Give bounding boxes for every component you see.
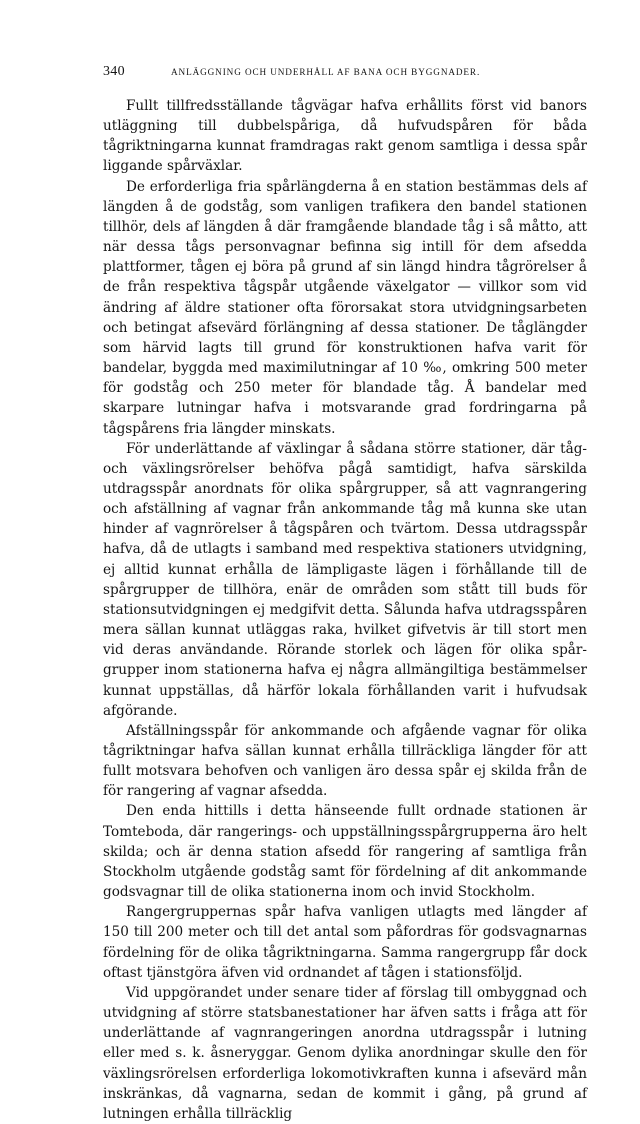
paragraph: Rangergruppernas spår hafva vanligen utlagts med längder af 150 till 200 meter och till det antal som påfordras för godsvagnarnas fördelning för de olika tågriktningarna. Samma rangergrupp får dock oftast tjänstgöra äfven vid ordnandet af tågen i stationsföljd. <box>103 904 587 981</box>
paragraph: Vid uppgörandet under senare tider af förslag till ombyggnad och utvidgning af större statsbanestationer har äfven satts i fråga att för underlättande af vagnrangeringen anordna utdragsspår i lutning eller med s. k. åsneryggar. Genom dylika anordningar skulle den för växlingsrörelsen erforderliga lokomotivkraften kunna i afsevärd mån inskränkas, då vagnarna, sedan de kommit i gång, på grund af lutningen erhålla tillräcklig <box>103 984 587 1122</box>
paragraph: Den enda hittills i detta hänseende fullt ordnade stationen är Tomteboda, där rangerings- och uppställningsspårgrupperna äro helt skilda; och är denna station afsedd för rangering af samtliga från Stockholm utgående godståg samt för fördelning af dit ankommande godsvagnar till de olika stationerna inom och invid Stockholm. <box>103 803 587 901</box>
paragraph: Fullt tillfredsställande tågvägar hafva erhållits först vid banors utläggning till dubbelspåriga, då hufvudspåren för båda tågriktningarna kunnat framdragas rakt genom samtliga i dessa spår liggande spårväxlar. <box>103 98 587 175</box>
running-head <box>103 64 587 84</box>
page-number: 340 <box>103 64 125 79</box>
body-text <box>103 96 587 1124</box>
paragraph: För underlättande af växlingar å sådana större stationer, där tåg- och växlingsrörelser behöfva pågå samtidigt, hafva särskilda utdragsspår anordnats för olika spårgrupper, så att vagnrangering och afställning af vagnar från ankommande tåg må kunna ske utan hinder af vagnrörelser å tågspåren och tvärtom. Dessa utdragsspår hafva, då de utlagts i samband med respektiva stationers utvidgning, ej alltid kunnat erhålla de lämpligaste lägen i förhållande till de spårgrupper de tillhöra, enär de områden som stått till buds för stationsutvidgningen ej medgifvit detta. Sålunda hafva utdragsspåren mera sällan kunnat utläggas raka, hvilket gifvetvis är till stort men vid deras användande. Rörande storlek och lägen för olika spårgrupper inom stationerna hafva ej några allmängiltiga bestämmelser kunnat uppställas, då härför lokala förhållanden varit i hufvudsak afgörande. <box>103 440 587 719</box>
running-title: ANLÄGGNING OCH UNDERHÅLL AF BANA OCH BYGGNADER. <box>171 67 481 77</box>
paragraph: Afställningsspår för ankommande och afgående vagnar för olika tågriktningar hafva sällan kunnat erhålla tillräckliga längder för att fullt motsvara behofven och vanligen äro dessa spår ej skilda från de för rangering af vagnar afsedda. <box>103 722 587 800</box>
paragraph: De erforderliga fria spårlängderna å en station bestämmas dels af längden å de godståg, som vanligen trafikera den bandel stationen tillhör, dels af längden å där framgående blandade tåg i så måtto, att när dessa tågs personvagnar befinna sig intill för dem afsedda plattformer, tågen ej böra på grund af sin längd hindra tågrörelser å de från respektiva tågspår utgående växelgator — villkor som vid ändring af äldre stationer ofta förorsakat stora utvidgningsarbeten och betingat afsevärd förlängning af dessa stationer. De tåglängder som härvid lagts till grund för konstruktionen hafva varit för bandelar, byggda med maximilutningar af 10 ‰, omkring 500 meter för godståg och 250 meter för blandade tåg. Å bandelar med skarpare lutningar hafva i motsvarande grad fordringarna på tågspårens fria längder minskats. <box>103 178 587 437</box>
